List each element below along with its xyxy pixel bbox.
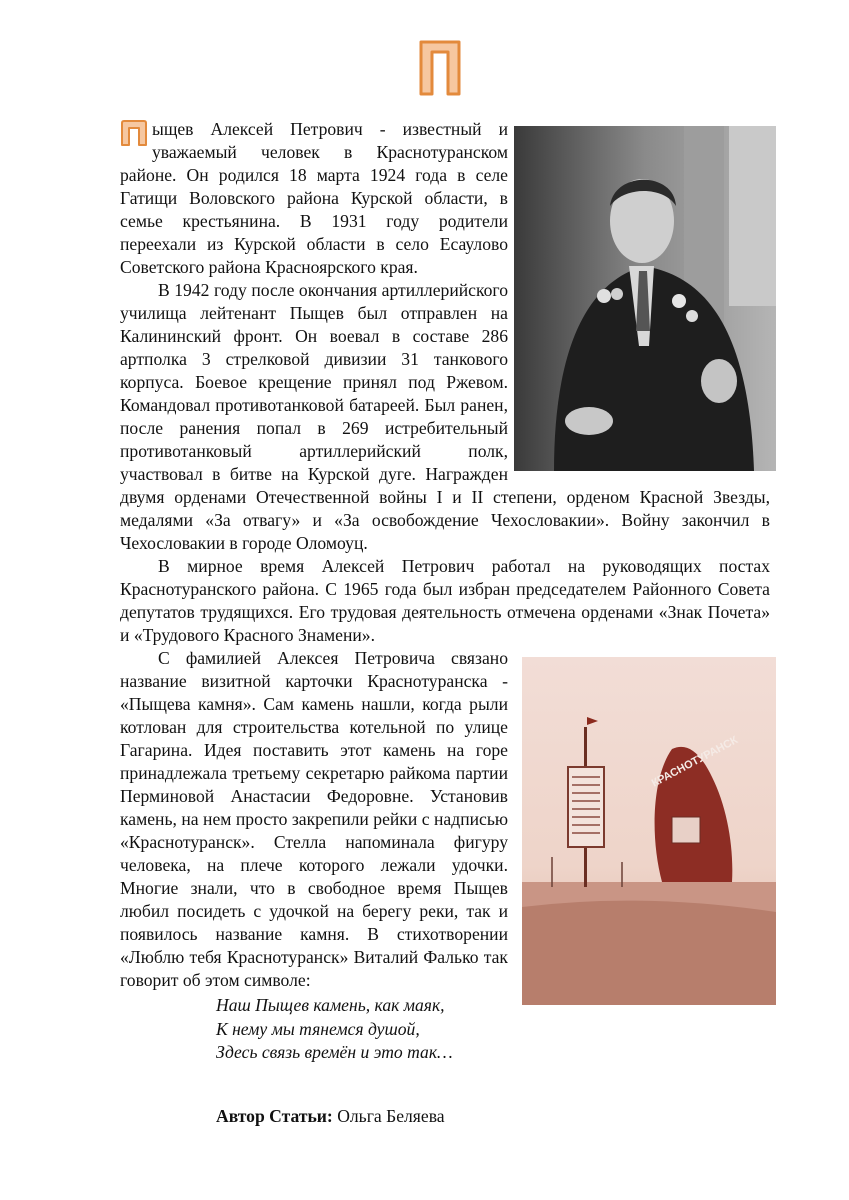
article-body-top bbox=[120, 118, 770, 1065]
poem-line-1: Наш Пыщев камень, как маяк, bbox=[216, 995, 445, 1015]
header-letter-p bbox=[418, 38, 462, 96]
paragraph-4: С фамилией Алексея Петровича связано название визитной карточки Краснотуранска - «Пыщева камня». Сам камень нашли, когда рыли котлован для строительства котельной по улице Гагарина. Идея поставить этот камень на горе принадлежала третьему секретарю райкома партии Перминовой Анастасии Федоровне. Установив камень, на нем просто закрепили рейки с надписью «Краснотуранск». Стелла напоминала фигуру человека, на плече которого лежали удочки. Многие знали, что в свободное время Пыщев любил посидеть с удочкой на берегу реки, так и появилось название камня. В стихотворении «Люблю тебя Краснотуранск» Виталий Фалько так говорит об этом символе: bbox=[120, 648, 508, 990]
paragraph-2: В 1942 году после окончания артиллерийского училища лейтенант Пыщев был отправлен на Калининский фронт. Он воевал в составе 286 артполка 3 стрелковой дивизии 31 танкового корпуса. Боевое крещение принял под Ржевом. Командовал противотанковой батареей. Был ранен, после ранения попал в 269 истребительный противотанковый артиллерийский полк, участвовал в битве на Курской дуге. Награжден двумя орденами Отечественной войны I и II степени, орденом Красной Звезды, медалями «За отвагу» и «За освобождение Чехословакии». Войну закончил в Чехословакии в городе Оломоуц. bbox=[120, 280, 770, 553]
stone-sign-text: КРАСНОТУРАНСК bbox=[649, 734, 740, 790]
drop-cap-p bbox=[120, 120, 148, 146]
stone-illustration bbox=[522, 657, 776, 1005]
paragraph-1: ыщев Алексей Петрович - известный и уважаемый человек в Краснотуранском районе. Он родился 18 марта 1924 года в селе Гатищи Воловского района Курской области, в семье крестьянина. В 1931 году родители переехали из Курской области в село Есаулово Советского района Красноярского края. bbox=[120, 119, 508, 277]
author-name: Ольга Беляева bbox=[337, 1106, 445, 1126]
poem-line-2: К нему мы тянемся душой, bbox=[216, 1018, 420, 1039]
poem-line-3: Здесь связь времён и это так… bbox=[216, 1042, 453, 1062]
portrait-illustration bbox=[514, 126, 776, 471]
author-line bbox=[216, 1106, 445, 1127]
stone-photo bbox=[522, 657, 776, 1005]
paragraph-3: В мирное время Алексей Петрович работал на руководящих постах Краснотуранского района. С 1965 года был избран председателем Районного Совета депутатов трудящихся. Его трудовая деятельность отмечена орденами «Знак Почета» и «Трудового Красного Знамени». bbox=[120, 556, 770, 645]
author-label: Автор Статьи: bbox=[216, 1106, 333, 1126]
portrait-photo bbox=[514, 126, 776, 471]
